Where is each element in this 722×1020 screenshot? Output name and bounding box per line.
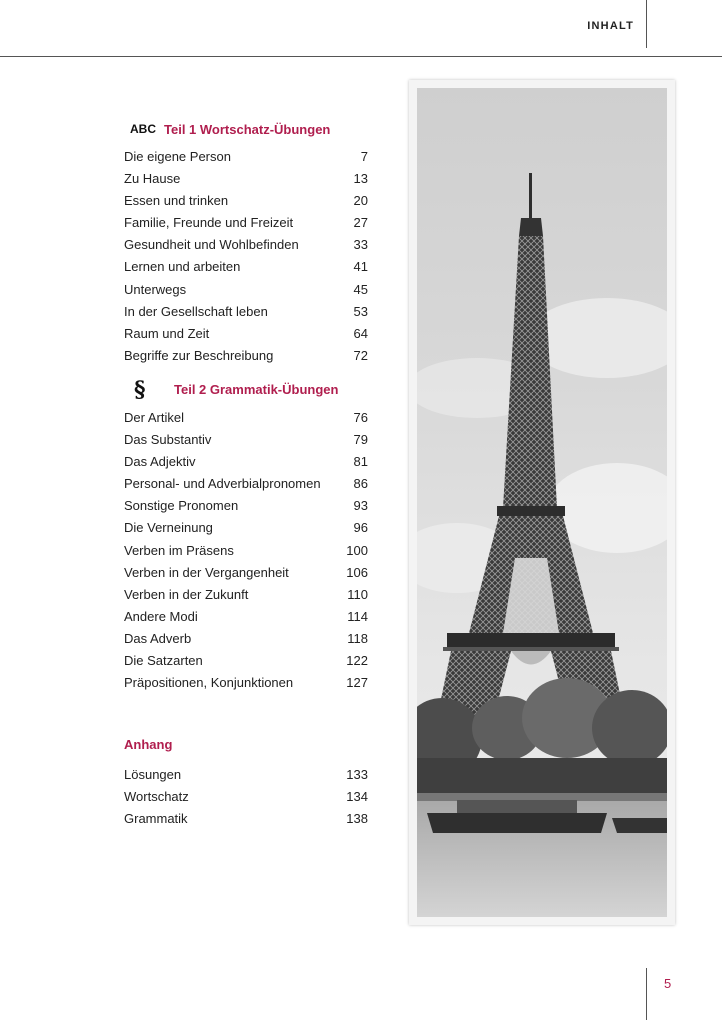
toc-entry xyxy=(124,407,368,429)
toc-entry-page: 27 xyxy=(353,215,368,231)
toc-entry-page: 106 xyxy=(346,564,368,580)
table-of-contents xyxy=(124,118,368,830)
toc-entry xyxy=(124,279,368,301)
toc-entry-label: Gesundheit und Wohlbefinden xyxy=(124,237,299,253)
toc-entry-page: 114 xyxy=(347,608,368,624)
footer-divider xyxy=(646,968,647,1020)
toc-entry-page: 81 xyxy=(353,454,368,470)
toc-entry-page: 134 xyxy=(346,789,368,805)
toc-entry-label: In der Gesellschaft leben xyxy=(124,303,268,319)
toc-entry xyxy=(124,473,368,495)
toc-entry-label: Verben in der Zukunft xyxy=(124,586,249,602)
toc-entry xyxy=(124,212,368,234)
toc-entry-label: Lernen und arbeiten xyxy=(124,259,241,275)
toc-entry-page: 122 xyxy=(346,652,368,668)
toc-entry-label: Das Substantiv xyxy=(124,432,212,448)
photo-frame xyxy=(409,80,675,925)
toc-entry xyxy=(124,256,368,278)
part1-list xyxy=(124,146,368,367)
toc-entry xyxy=(124,517,368,539)
toc-entry xyxy=(124,234,368,256)
appendix-list xyxy=(124,764,368,830)
page-number: 5 xyxy=(664,976,672,991)
toc-entry-label: Andere Modi xyxy=(124,608,198,624)
toc-entry xyxy=(124,146,368,168)
toc-entry xyxy=(124,672,368,694)
toc-entry-label: Die eigene Person xyxy=(124,149,231,164)
toc-entry xyxy=(124,786,368,808)
toc-entry-page: 100 xyxy=(346,542,368,558)
toc-entry-label: Unterwegs xyxy=(124,281,187,297)
toc-entry xyxy=(124,495,368,517)
appendix-title: Anhang xyxy=(124,737,173,753)
toc-entry-label: Essen und trinken xyxy=(124,193,229,209)
toc-entry-label: Grammatik xyxy=(124,811,188,827)
toc-entry-page: 13 xyxy=(353,171,368,187)
toc-entry-label: Personal- und Adverbialpronomen xyxy=(124,476,321,492)
toc-entry-label: Die Satzarten xyxy=(124,652,203,668)
toc-entry-page: 33 xyxy=(353,237,368,253)
toc-entry-label: Lösungen xyxy=(124,767,182,783)
toc-entry-label: Das Adjektiv xyxy=(124,454,196,470)
part2-title: Teil 2 Grammatik-Übungen xyxy=(174,382,339,398)
toc-entry-label: Raum und Zeit xyxy=(124,325,210,341)
toc-entry-label: Familie, Freunde und Freizeit xyxy=(124,215,294,231)
toc-entry xyxy=(124,429,368,451)
toc-entry xyxy=(124,764,368,786)
toc-entry-label: Verben im Präsens xyxy=(124,542,234,558)
toc-entry xyxy=(124,190,368,212)
toc-entry xyxy=(124,584,368,606)
toc-entry-page: 86 xyxy=(353,476,368,492)
part2-heading xyxy=(124,376,368,403)
toc-entry-page: 110 xyxy=(347,586,368,602)
part2-list xyxy=(124,407,368,694)
toc-entry-page: 20 xyxy=(353,193,368,209)
toc-entry-label: Die Verneinung xyxy=(124,520,213,536)
toc-entry-page: 138 xyxy=(346,811,368,827)
toc-entry xyxy=(124,808,368,830)
header-divider xyxy=(646,0,647,48)
toc-entry-label: Präpositionen, Konjunktionen xyxy=(124,675,294,691)
toc-entry-label: Wortschatz xyxy=(124,789,189,805)
toc-entry xyxy=(124,301,368,323)
toc-entry-page: 76 xyxy=(353,409,368,425)
eiffel-tower-illustration xyxy=(417,88,667,917)
toc-entry xyxy=(124,562,368,584)
toc-entry xyxy=(124,606,368,628)
toc-entry-page: 127 xyxy=(346,675,368,691)
toc-entry xyxy=(124,540,368,562)
toc-entry-label: Der Artikel xyxy=(124,409,184,425)
toc-entry-page: 41 xyxy=(353,259,368,275)
paragraph-icon: § xyxy=(134,376,146,403)
abc-icon: ABC xyxy=(130,122,156,136)
part1-title: Teil 1 Wortschatz-Übungen xyxy=(164,121,331,137)
eiffel-tower-photo xyxy=(417,88,667,917)
toc-entry-page: 79 xyxy=(353,432,368,448)
toc-entry xyxy=(124,345,368,367)
toc-entry xyxy=(124,323,368,345)
toc-entry-label: Begriffe zur Beschreibung xyxy=(124,347,274,363)
toc-entry-page: 45 xyxy=(353,281,368,297)
toc-entry-page: 93 xyxy=(353,498,368,514)
toc-entry-page: 7 xyxy=(360,149,368,164)
toc-entry-label: Das Adverb xyxy=(124,630,192,646)
toc-entry-page: 96 xyxy=(353,520,368,536)
toc-entry-page: 64 xyxy=(353,325,368,341)
toc-entry xyxy=(124,650,368,672)
toc-entry-page: 53 xyxy=(353,303,368,319)
section-label: INHALT xyxy=(587,20,634,32)
toc-entry xyxy=(124,168,368,190)
toc-entry xyxy=(124,628,368,650)
header-rule xyxy=(0,56,722,57)
part1-heading xyxy=(124,118,368,140)
toc-entry-page: 72 xyxy=(353,347,368,363)
toc-entry xyxy=(124,451,368,473)
toc-entry-label: Sonstige Pronomen xyxy=(124,498,239,514)
toc-entry-label: Verben in der Vergangenheit xyxy=(124,564,289,580)
toc-entry-page: 118 xyxy=(347,630,368,646)
toc-entry-page: 133 xyxy=(346,767,368,783)
toc-entry-label: Zu Hause xyxy=(124,171,181,187)
